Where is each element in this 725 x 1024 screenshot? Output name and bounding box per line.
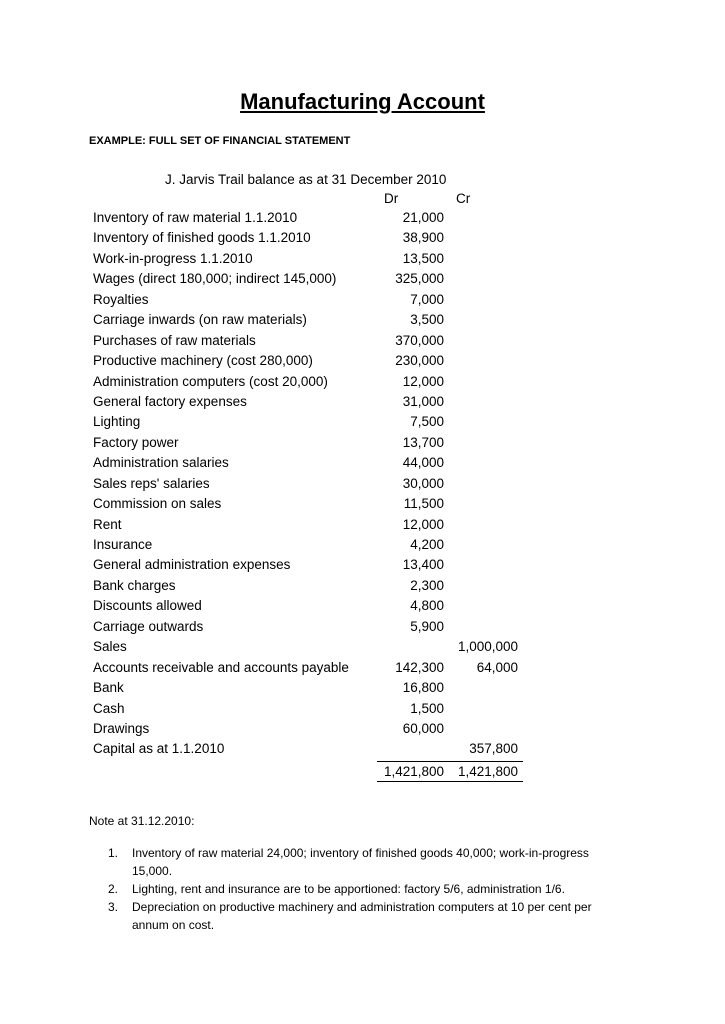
trial-balance-row: [93, 228, 533, 248]
dr-amount: 7,000: [410, 291, 444, 307]
trial-balance-heading: J. Jarvis Trail balance as at 31 December 2010: [165, 172, 447, 187]
note-text-line1: Depreciation on productive machinery and administration computers at 10 per cent per: [132, 900, 592, 914]
cr-amount: 64,000: [476, 659, 518, 675]
trial-balance-row: [93, 617, 533, 637]
trial-balance-row: [93, 678, 533, 698]
dr-amount: 11,500: [403, 496, 444, 512]
cr-amount: 1,000,000: [457, 639, 518, 655]
cr-column-header: Cr: [456, 191, 471, 206]
account-label: Carriage outwards: [93, 618, 204, 634]
note-item: [108, 844, 628, 880]
account-label: Productive machinery (cost 280,000): [93, 353, 313, 369]
account-label: Sales: [93, 639, 127, 655]
trial-balance-row: [93, 719, 533, 739]
trial-balance-row: [93, 290, 533, 310]
trial-balance-row: [93, 433, 533, 453]
account-label: Drawings: [93, 720, 150, 736]
account-label: Factory power: [93, 434, 179, 450]
account-label: Inventory of raw material 1.1.2010: [93, 210, 298, 225]
total-rule-bottom: [377, 781, 523, 782]
account-label: Purchases of raw materials: [93, 332, 256, 348]
note-number: 2.: [108, 882, 119, 896]
dr-amount: 30,000: [402, 475, 444, 491]
note-text-line1: Inventory of raw material 24,000; inventory of finished goods 40,000; work-in-progress: [132, 846, 589, 860]
note-number: 3.: [108, 900, 119, 914]
account-label: Insurance: [93, 537, 153, 552]
account-label: Royalties: [93, 291, 149, 307]
note-item: [108, 898, 628, 934]
dr-amount: 60,000: [402, 720, 444, 736]
dr-amount: 1,500: [410, 700, 444, 716]
trial-balance-row: [93, 637, 533, 657]
note-text-line1: Lighting, rent and insurance are to be apportioned: factory 5/6, administration 1/6.: [132, 882, 565, 896]
trial-balance-row: [93, 372, 533, 392]
trial-balance-row: [93, 535, 533, 555]
dr-amount: 7,500: [410, 414, 444, 430]
dr-amount: 21,000: [402, 210, 444, 225]
trial-balance-row: [93, 699, 533, 719]
dr-amount: 325,000: [395, 271, 444, 287]
account-label: Rent: [93, 516, 122, 532]
account-label: General administration expenses: [93, 557, 291, 573]
total-cr: 1,421,800: [457, 764, 518, 779]
dr-amount: 13,500: [402, 250, 444, 266]
account-label: Administration salaries: [93, 455, 229, 471]
dr-amount: 370,000: [395, 332, 444, 348]
trial-balance-row: [93, 474, 533, 494]
note-text-line2: 15,000.: [132, 864, 173, 878]
account-label: Accounts receivable and accounts payable: [93, 659, 349, 675]
dr-amount: 3,500: [410, 312, 444, 328]
trial-balance-row: [93, 392, 533, 412]
dr-amount: 4,200: [410, 537, 444, 552]
dr-amount: 16,800: [402, 680, 444, 696]
account-label: Capital as at 1.1.2010: [93, 741, 225, 757]
notes-heading: Note at 31.12.2010:: [89, 814, 195, 828]
trial-balance-row: [93, 494, 533, 514]
dr-amount: 230,000: [395, 353, 444, 369]
dr-amount: 31,000: [402, 393, 444, 409]
dr-amount: 2,300: [410, 577, 444, 593]
dr-column-header: Dr: [384, 191, 399, 206]
dr-amount: 142,300: [395, 659, 444, 675]
account-label: Cash: [93, 700, 125, 716]
dr-amount: 13,400: [402, 557, 444, 573]
dr-amount: 5,900: [410, 618, 444, 634]
trial-balance-row: [93, 596, 533, 616]
account-label: Wages (direct 180,000; indirect 145,000): [93, 271, 337, 287]
note-text-line2: annum on cost.: [132, 918, 215, 932]
trial-balance-row: [93, 249, 533, 269]
account-label: Lighting: [93, 414, 141, 430]
dr-amount: 12,000: [402, 373, 444, 389]
account-label: Work-in-progress 1.1.2010: [93, 250, 253, 266]
account-label: Administration computers (cost 20,000): [93, 373, 328, 389]
note-number: 1.: [108, 846, 119, 860]
trial-balance-row: [93, 208, 533, 228]
account-label: Commission on sales: [93, 496, 222, 512]
note-item: [108, 880, 628, 898]
account-label: Sales reps' salaries: [93, 475, 210, 491]
account-label: Discounts allowed: [93, 598, 202, 614]
dr-amount: 12,000: [402, 516, 444, 532]
trial-balance-row: [93, 453, 533, 473]
trial-balance-row: [93, 739, 533, 759]
trial-balance-row: [93, 310, 533, 330]
account-label: Carriage inwards (on raw materials): [93, 312, 307, 328]
dr-amount: 38,900: [402, 230, 444, 246]
dr-amount: 4,800: [410, 598, 444, 614]
trial-balance-row: [93, 412, 533, 432]
account-label: Bank charges: [93, 577, 176, 593]
trial-balance-row: [93, 351, 533, 371]
cr-amount: 357,800: [469, 741, 518, 757]
trial-balance-rows: [93, 208, 533, 760]
totals-row: [93, 762, 533, 782]
dr-amount: 44,000: [402, 455, 444, 471]
trial-balance-row: [93, 515, 533, 535]
account-label: General factory expenses: [93, 393, 247, 409]
notes-list: [108, 844, 628, 934]
account-label: Inventory of finished goods 1.1.2010: [93, 230, 311, 246]
dr-amount: 13,700: [402, 434, 444, 450]
page-title: Manufacturing Account: [240, 89, 485, 114]
total-dr: 1,421,800: [383, 764, 444, 779]
trial-balance-row: [93, 576, 533, 596]
account-label: Bank: [93, 680, 124, 696]
trial-balance-row: [93, 658, 533, 678]
example-subtitle: EXAMPLE: FULL SET OF FINANCIAL STATEMENT: [89, 135, 351, 147]
trial-balance-row: [93, 331, 533, 351]
trial-balance-row: [93, 269, 533, 289]
trial-balance-row: [93, 555, 533, 575]
